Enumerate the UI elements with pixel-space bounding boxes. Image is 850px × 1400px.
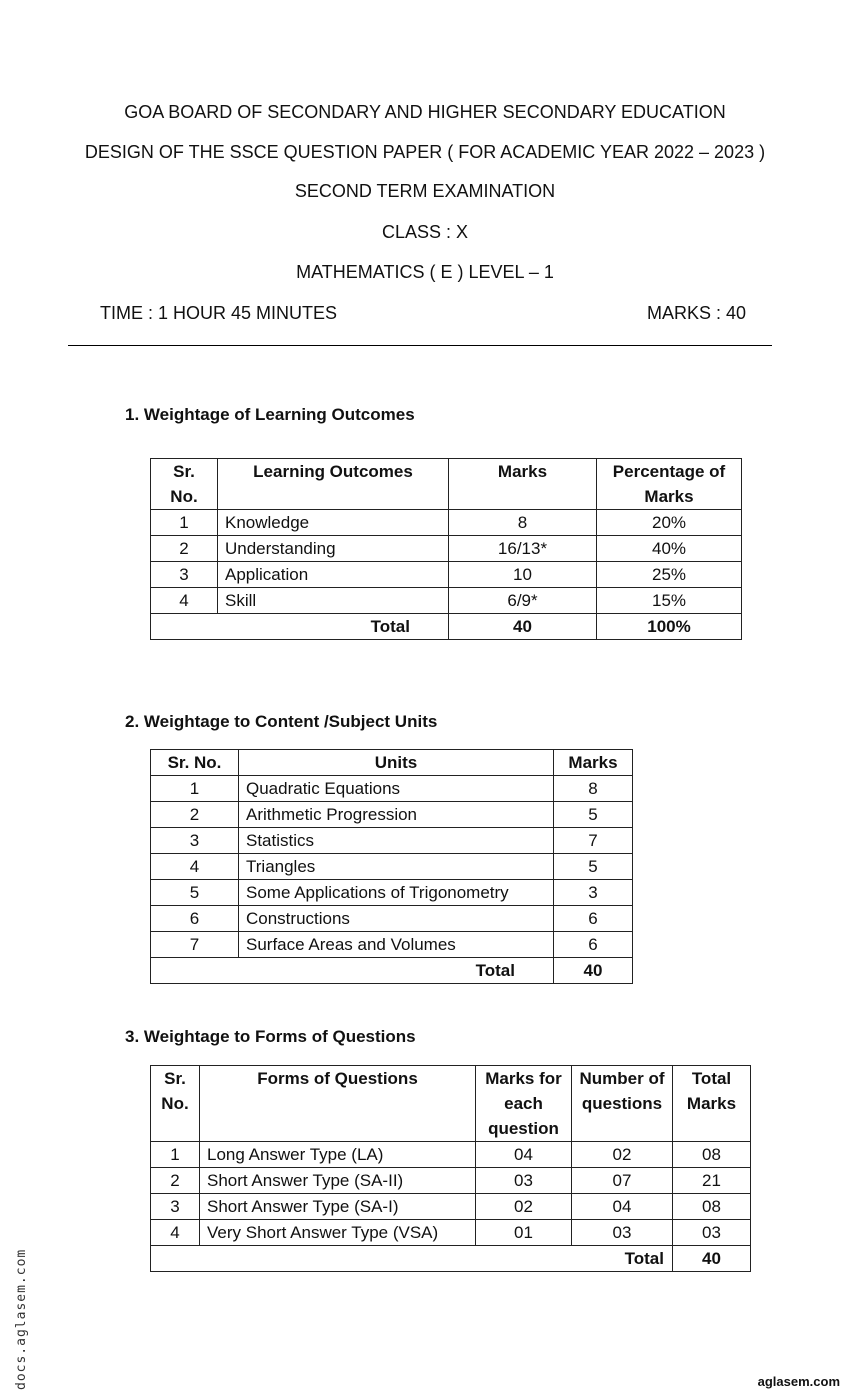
cell-marks: 5 bbox=[554, 802, 633, 828]
table-row bbox=[151, 880, 633, 906]
table-row bbox=[151, 536, 742, 562]
cell-sr-no: 1 bbox=[151, 1142, 200, 1168]
total-marks: 40 bbox=[554, 958, 633, 984]
table-header-row bbox=[151, 1066, 751, 1142]
class-label: CLASS : X bbox=[381, 222, 469, 242]
total-marks: 40 bbox=[673, 1246, 751, 1272]
cell-marks: 3 bbox=[554, 880, 633, 906]
cell-sr-no: 6 bbox=[151, 906, 239, 932]
cell-sr-no: 3 bbox=[151, 828, 239, 854]
footer-brand: aglasem.com bbox=[757, 1374, 840, 1389]
cell-sr-no: 4 bbox=[151, 588, 218, 614]
total-percentage: 100% bbox=[597, 614, 742, 640]
cell-outcome: Skill bbox=[218, 588, 449, 614]
table-row bbox=[151, 802, 633, 828]
cell-outcome: Application bbox=[218, 562, 449, 588]
cell-marks: 6 bbox=[554, 932, 633, 958]
cell-percentage: 15% bbox=[597, 588, 742, 614]
table-row bbox=[151, 828, 633, 854]
section1-title: 1. Weightage of Learning Outcomes bbox=[125, 405, 415, 424]
cell-marks-each: 01 bbox=[476, 1220, 572, 1246]
cell-number: 03 bbox=[572, 1220, 673, 1246]
learning-outcomes-table bbox=[150, 458, 742, 640]
marks-label: MARKS : 40 bbox=[646, 303, 746, 323]
cell-form: Long Answer Type (LA) bbox=[200, 1142, 476, 1168]
table-row bbox=[151, 1220, 751, 1246]
cell-marks: 7 bbox=[554, 828, 633, 854]
cell-marks: 8 bbox=[554, 776, 633, 802]
side-watermark: docs.aglasem.com bbox=[14, 1248, 29, 1390]
table-row bbox=[151, 776, 633, 802]
subject-label: MATHEMATICS ( E ) LEVEL – 1 bbox=[296, 262, 554, 282]
total-marks: 40 bbox=[449, 614, 597, 640]
cell-outcome: Knowledge bbox=[218, 510, 449, 536]
section2-title: 2. Weightage to Content /Subject Units bbox=[125, 712, 438, 731]
col-header-marks: Marks bbox=[554, 750, 633, 776]
section3-title: 3. Weightage to Forms of Questions bbox=[125, 1027, 416, 1046]
cell-marks: 16/13* bbox=[449, 536, 597, 562]
cell-form: Very Short Answer Type (VSA) bbox=[200, 1220, 476, 1246]
cell-marks-each: 04 bbox=[476, 1142, 572, 1168]
cell-number: 07 bbox=[572, 1168, 673, 1194]
col-header-marks: Marks bbox=[449, 459, 597, 510]
exam-name: SECOND TERM EXAMINATION bbox=[294, 181, 556, 201]
time-label: TIME : 1 HOUR 45 MINUTES bbox=[100, 303, 338, 323]
cell-marks: 6 bbox=[554, 906, 633, 932]
cell-sr-no: 5 bbox=[151, 880, 239, 906]
cell-percentage: 20% bbox=[597, 510, 742, 536]
cell-sr-no: 3 bbox=[151, 1194, 200, 1220]
col-header-units: Units bbox=[239, 750, 554, 776]
table-header-row bbox=[151, 459, 742, 510]
cell-sr-no: 4 bbox=[151, 854, 239, 880]
col-header-percentage: Percentage of Marks bbox=[597, 459, 742, 510]
cell-sr-no: 1 bbox=[151, 510, 218, 536]
table-row bbox=[151, 510, 742, 536]
cell-sr-no: 2 bbox=[151, 1168, 200, 1194]
total-label: Total bbox=[151, 1246, 673, 1272]
cell-unit: Statistics bbox=[239, 828, 554, 854]
cell-form: Short Answer Type (SA-I) bbox=[200, 1194, 476, 1220]
header-divider bbox=[68, 345, 772, 346]
table-row bbox=[151, 932, 633, 958]
col-header-learning-outcomes: Learning Outcomes bbox=[218, 459, 449, 510]
table-row bbox=[151, 1142, 751, 1168]
cell-marks: 8 bbox=[449, 510, 597, 536]
total-row bbox=[151, 958, 633, 984]
col-header-total-marks: Total Marks bbox=[673, 1066, 751, 1142]
col-header-forms: Forms of Questions bbox=[200, 1066, 476, 1142]
cell-marks-each: 03 bbox=[476, 1168, 572, 1194]
cell-form: Short Answer Type (SA-II) bbox=[200, 1168, 476, 1194]
table-row bbox=[151, 906, 633, 932]
question-forms-table bbox=[150, 1065, 751, 1272]
cell-unit: Constructions bbox=[239, 906, 554, 932]
cell-total-marks: 08 bbox=[673, 1194, 751, 1220]
cell-sr-no: 7 bbox=[151, 932, 239, 958]
col-header-sr-no: Sr. No. bbox=[151, 459, 218, 510]
cell-unit: Quadratic Equations bbox=[239, 776, 554, 802]
total-row bbox=[151, 614, 742, 640]
total-label: Total bbox=[151, 614, 449, 640]
cell-unit: Arithmetic Progression bbox=[239, 802, 554, 828]
cell-number: 02 bbox=[572, 1142, 673, 1168]
cell-marks-each: 02 bbox=[476, 1194, 572, 1220]
cell-sr-no: 2 bbox=[151, 802, 239, 828]
cell-unit: Triangles bbox=[239, 854, 554, 880]
cell-percentage: 25% bbox=[597, 562, 742, 588]
cell-unit: Surface Areas and Volumes bbox=[239, 932, 554, 958]
cell-marks: 10 bbox=[449, 562, 597, 588]
table-row bbox=[151, 562, 742, 588]
col-header-sr-no: Sr. No. bbox=[151, 750, 239, 776]
cell-sr-no: 4 bbox=[151, 1220, 200, 1246]
board-name: GOA BOARD OF SECONDARY AND HIGHER SECONDARY EDUCATION bbox=[124, 102, 726, 122]
cell-marks: 6/9* bbox=[449, 588, 597, 614]
total-label: Total bbox=[151, 958, 554, 984]
cell-outcome: Understanding bbox=[218, 536, 449, 562]
col-header-marks-each: Marks for each question bbox=[476, 1066, 572, 1142]
cell-unit: Some Applications of Trigonometry bbox=[239, 880, 554, 906]
cell-total-marks: 21 bbox=[673, 1168, 751, 1194]
col-header-number: Number of questions bbox=[572, 1066, 673, 1142]
content-units-table bbox=[150, 749, 633, 984]
table-row bbox=[151, 588, 742, 614]
paper-design-title: DESIGN OF THE SSCE QUESTION PAPER ( FOR ACADEMIC YEAR 2022 – 2023 ) bbox=[84, 142, 766, 162]
cell-total-marks: 08 bbox=[673, 1142, 751, 1168]
cell-percentage: 40% bbox=[597, 536, 742, 562]
table-header-row bbox=[151, 750, 633, 776]
cell-marks: 5 bbox=[554, 854, 633, 880]
table-row bbox=[151, 854, 633, 880]
total-row bbox=[151, 1246, 751, 1272]
cell-sr-no: 3 bbox=[151, 562, 218, 588]
cell-total-marks: 03 bbox=[673, 1220, 751, 1246]
cell-sr-no: 2 bbox=[151, 536, 218, 562]
cell-sr-no: 1 bbox=[151, 776, 239, 802]
cell-number: 04 bbox=[572, 1194, 673, 1220]
table-row bbox=[151, 1194, 751, 1220]
table-row bbox=[151, 1168, 751, 1194]
col-header-sr-no: Sr. No. bbox=[151, 1066, 200, 1142]
